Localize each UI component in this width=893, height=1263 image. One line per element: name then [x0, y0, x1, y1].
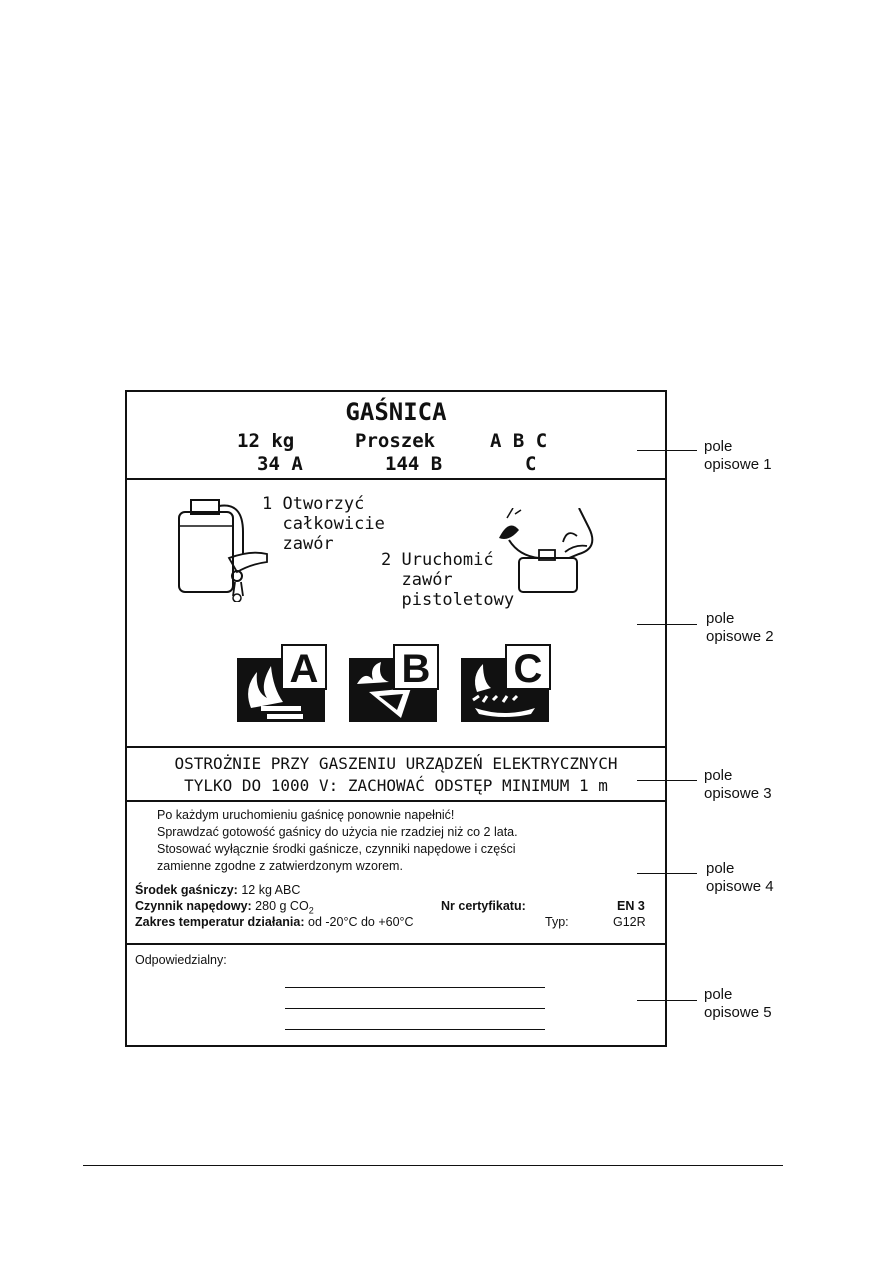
info-line-3: Stosować wyłącznie środki gaśnicze, czynniki napędowe i części: [157, 842, 516, 856]
agent-spec: [135, 883, 300, 897]
rating-b: 144 B: [385, 453, 443, 475]
step-2-line-1: 2 Uruchomić: [381, 550, 494, 570]
side-label-3: pole opisowe 3: [704, 767, 772, 802]
responsible-label: Odpowiedzialny:: [135, 953, 227, 967]
fire-class-b: [349, 644, 439, 722]
step-1-line-2: całkowicie: [282, 514, 385, 534]
label-section-4: [127, 802, 665, 945]
extinguisher-label: [125, 390, 667, 1047]
extinguisher-valve-icon: [171, 492, 271, 602]
mass: 12 kg: [237, 430, 295, 452]
side-label-5: pole opisowe 5: [704, 986, 772, 1021]
cert-label: Nr certyfikatu:: [441, 899, 526, 913]
step-1-line-1: 1 Otworzyć: [262, 494, 365, 514]
leader-4: [637, 873, 697, 874]
label-section-3: [127, 748, 665, 802]
step-1: [262, 494, 385, 554]
cert-value: EN 3: [617, 899, 645, 913]
label-section-5: [127, 945, 665, 1045]
side-label-1: pole opisowe 1: [704, 438, 772, 473]
fire-class-letter-c: C: [505, 644, 551, 690]
step-2: [381, 550, 514, 610]
temp-spec-value: od -20°C do +60°C: [308, 915, 414, 929]
info-line-1: Po każdym uruchomieniu gaśnicę ponownie napełnić!: [157, 808, 455, 822]
agent-spec-label: Środek gaśniczy:: [135, 883, 238, 897]
label-section-2: [127, 480, 665, 748]
fire-classes-text: A B C: [490, 430, 548, 452]
fire-class-letter-b: B: [393, 644, 439, 690]
side-label-4: pole opisowe 4: [706, 860, 774, 895]
signature-line-1: [285, 987, 545, 988]
warning-line-1: OSTROŻNIE PRZY GASZENIU URZĄDZEŃ ELEKTRYCZNYCH: [174, 754, 618, 773]
step-1-line-3: zawór: [282, 534, 334, 554]
label-section-1: [127, 392, 665, 480]
side-label-2: pole opisowe 2: [706, 610, 774, 645]
agent-type: Proszek: [355, 430, 436, 452]
fire-class-c: [461, 644, 551, 722]
leader-5: [637, 1000, 697, 1001]
propellant-spec-value: 280 g CO: [255, 899, 309, 913]
temp-spec-label: Zakres temperatur działania:: [135, 915, 305, 929]
type-label: Typ:: [545, 915, 569, 929]
propellant-spec: [135, 899, 314, 916]
label-title: GAŚNICA: [345, 398, 447, 426]
propellant-spec-label: Czynnik napędowy:: [135, 899, 252, 913]
leader-3: [637, 780, 697, 781]
propellant-subscript: 2: [308, 905, 314, 916]
step-2-line-3: pistoletowy: [401, 590, 515, 610]
info-line-4: zamienne zgodne z zatwierdzonym wzorem.: [157, 859, 403, 873]
info-line-2: Sprawdzać gotowość gaśnicy do użycia nie rzadziej niż co 2 lata.: [157, 825, 518, 839]
signature-line-3: [285, 1029, 545, 1030]
temp-spec: [135, 915, 414, 929]
type-value: G12R: [613, 915, 646, 929]
footer-rule: [83, 1165, 783, 1166]
fire-class-a: [237, 644, 327, 722]
agent-spec-value: 12 kg ABC: [241, 883, 301, 897]
fire-class-letter-a: A: [281, 644, 327, 690]
signature-line-2: [285, 1008, 545, 1009]
leader-1: [637, 450, 697, 451]
leader-2: [637, 624, 697, 625]
step-2-line-2: zawór: [401, 570, 453, 590]
warning-line-2: TYLKO DO 1000 V: ZACHOWAĆ ODSTĘP MINIMUM 1 m: [184, 776, 608, 795]
rating-c: C: [525, 453, 537, 475]
rating-a: 34 A: [257, 453, 303, 475]
